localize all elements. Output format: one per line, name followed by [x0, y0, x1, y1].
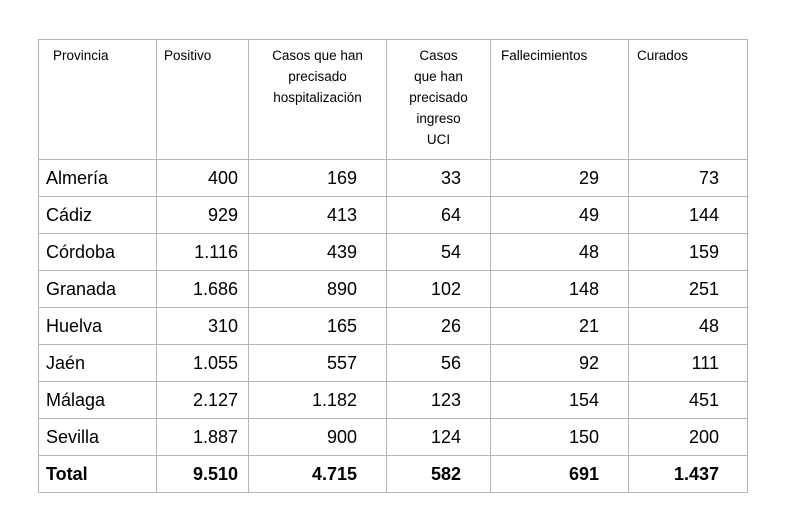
cell-hospitalizacion: 557: [249, 345, 387, 382]
cell-provincia: Sevilla: [39, 419, 157, 456]
cell-positivo: 929: [157, 197, 249, 234]
total-fallecimientos: 691: [491, 456, 629, 493]
total-label: Total: [39, 456, 157, 493]
header-line: Positivo: [164, 48, 212, 63]
cell-uci: 56: [387, 345, 491, 382]
cell-positivo: 1.686: [157, 271, 249, 308]
header-hospitalizacion: [249, 40, 387, 160]
cell-hospitalizacion: 890: [249, 271, 387, 308]
cell-uci: 123: [387, 382, 491, 419]
cell-positivo: 400: [157, 160, 249, 197]
cell-fallecimientos: 154: [491, 382, 629, 419]
header-curados: [629, 40, 748, 160]
header-line: que han: [414, 69, 463, 84]
cell-curados: 200: [629, 419, 748, 456]
header-line: Provincia: [53, 48, 109, 63]
cell-curados: 111: [629, 345, 748, 382]
header-uci: [387, 40, 491, 160]
cell-uci: 64: [387, 197, 491, 234]
cell-curados: 451: [629, 382, 748, 419]
table-row: [39, 197, 748, 234]
header-line: UCI: [426, 132, 451, 147]
cell-hospitalizacion: 169: [249, 160, 387, 197]
cell-curados: 144: [629, 197, 748, 234]
table-row: [39, 419, 748, 456]
cell-provincia: Málaga: [39, 382, 157, 419]
header-line: ingreso: [416, 111, 461, 126]
cell-positivo: 310: [157, 308, 249, 345]
table-row: [39, 234, 748, 271]
cell-uci: 54: [387, 234, 491, 271]
header-line: Curados: [637, 48, 689, 63]
cell-hospitalizacion: 439: [249, 234, 387, 271]
header-line: hospitalización: [273, 90, 362, 105]
total-curados: 1.437: [629, 456, 748, 493]
cell-fallecimientos: 49: [491, 197, 629, 234]
header-positivo: [157, 40, 249, 160]
cell-hospitalizacion: 1.182: [249, 382, 387, 419]
table-row: [39, 271, 748, 308]
cell-provincia: Cádiz: [39, 197, 157, 234]
cell-positivo: 1.116: [157, 234, 249, 271]
cell-uci: 33: [387, 160, 491, 197]
header-line: Casos: [419, 48, 458, 63]
total-row: [39, 456, 748, 493]
header-line: Fallecimientos: [501, 48, 588, 63]
table-row: [39, 308, 748, 345]
header-row: [39, 40, 748, 160]
header-provincia: [39, 40, 157, 160]
table-row: [39, 382, 748, 419]
header-line: precisado: [288, 69, 347, 84]
cell-fallecimientos: 48: [491, 234, 629, 271]
cell-curados: 251: [629, 271, 748, 308]
cell-fallecimientos: 29: [491, 160, 629, 197]
header-line: Casos que han: [272, 48, 363, 63]
cell-positivo: 2.127: [157, 382, 249, 419]
cell-positivo: 1.887: [157, 419, 249, 456]
cell-fallecimientos: 148: [491, 271, 629, 308]
cell-provincia: Jaén: [39, 345, 157, 382]
header-fallecimientos: [491, 40, 629, 160]
cell-provincia: Almería: [39, 160, 157, 197]
cell-fallecimientos: 92: [491, 345, 629, 382]
cell-provincia: Granada: [39, 271, 157, 308]
cell-curados: 159: [629, 234, 748, 271]
cell-hospitalizacion: 900: [249, 419, 387, 456]
cell-fallecimientos: 150: [491, 419, 629, 456]
cell-curados: 48: [629, 308, 748, 345]
cell-positivo: 1.055: [157, 345, 249, 382]
total-hospitalizacion: 4.715: [249, 456, 387, 493]
cell-uci: 124: [387, 419, 491, 456]
cell-provincia: Córdoba: [39, 234, 157, 271]
header-line: precisado: [409, 90, 468, 105]
cell-uci: 26: [387, 308, 491, 345]
covid-cases-table: [38, 39, 748, 493]
total-uci: 582: [387, 456, 491, 493]
cell-fallecimientos: 21: [491, 308, 629, 345]
cell-provincia: Huelva: [39, 308, 157, 345]
table-row: [39, 160, 748, 197]
table-row: [39, 345, 748, 382]
cell-hospitalizacion: 413: [249, 197, 387, 234]
total-positivo: 9.510: [157, 456, 249, 493]
cell-curados: 73: [629, 160, 748, 197]
cell-uci: 102: [387, 271, 491, 308]
cell-hospitalizacion: 165: [249, 308, 387, 345]
